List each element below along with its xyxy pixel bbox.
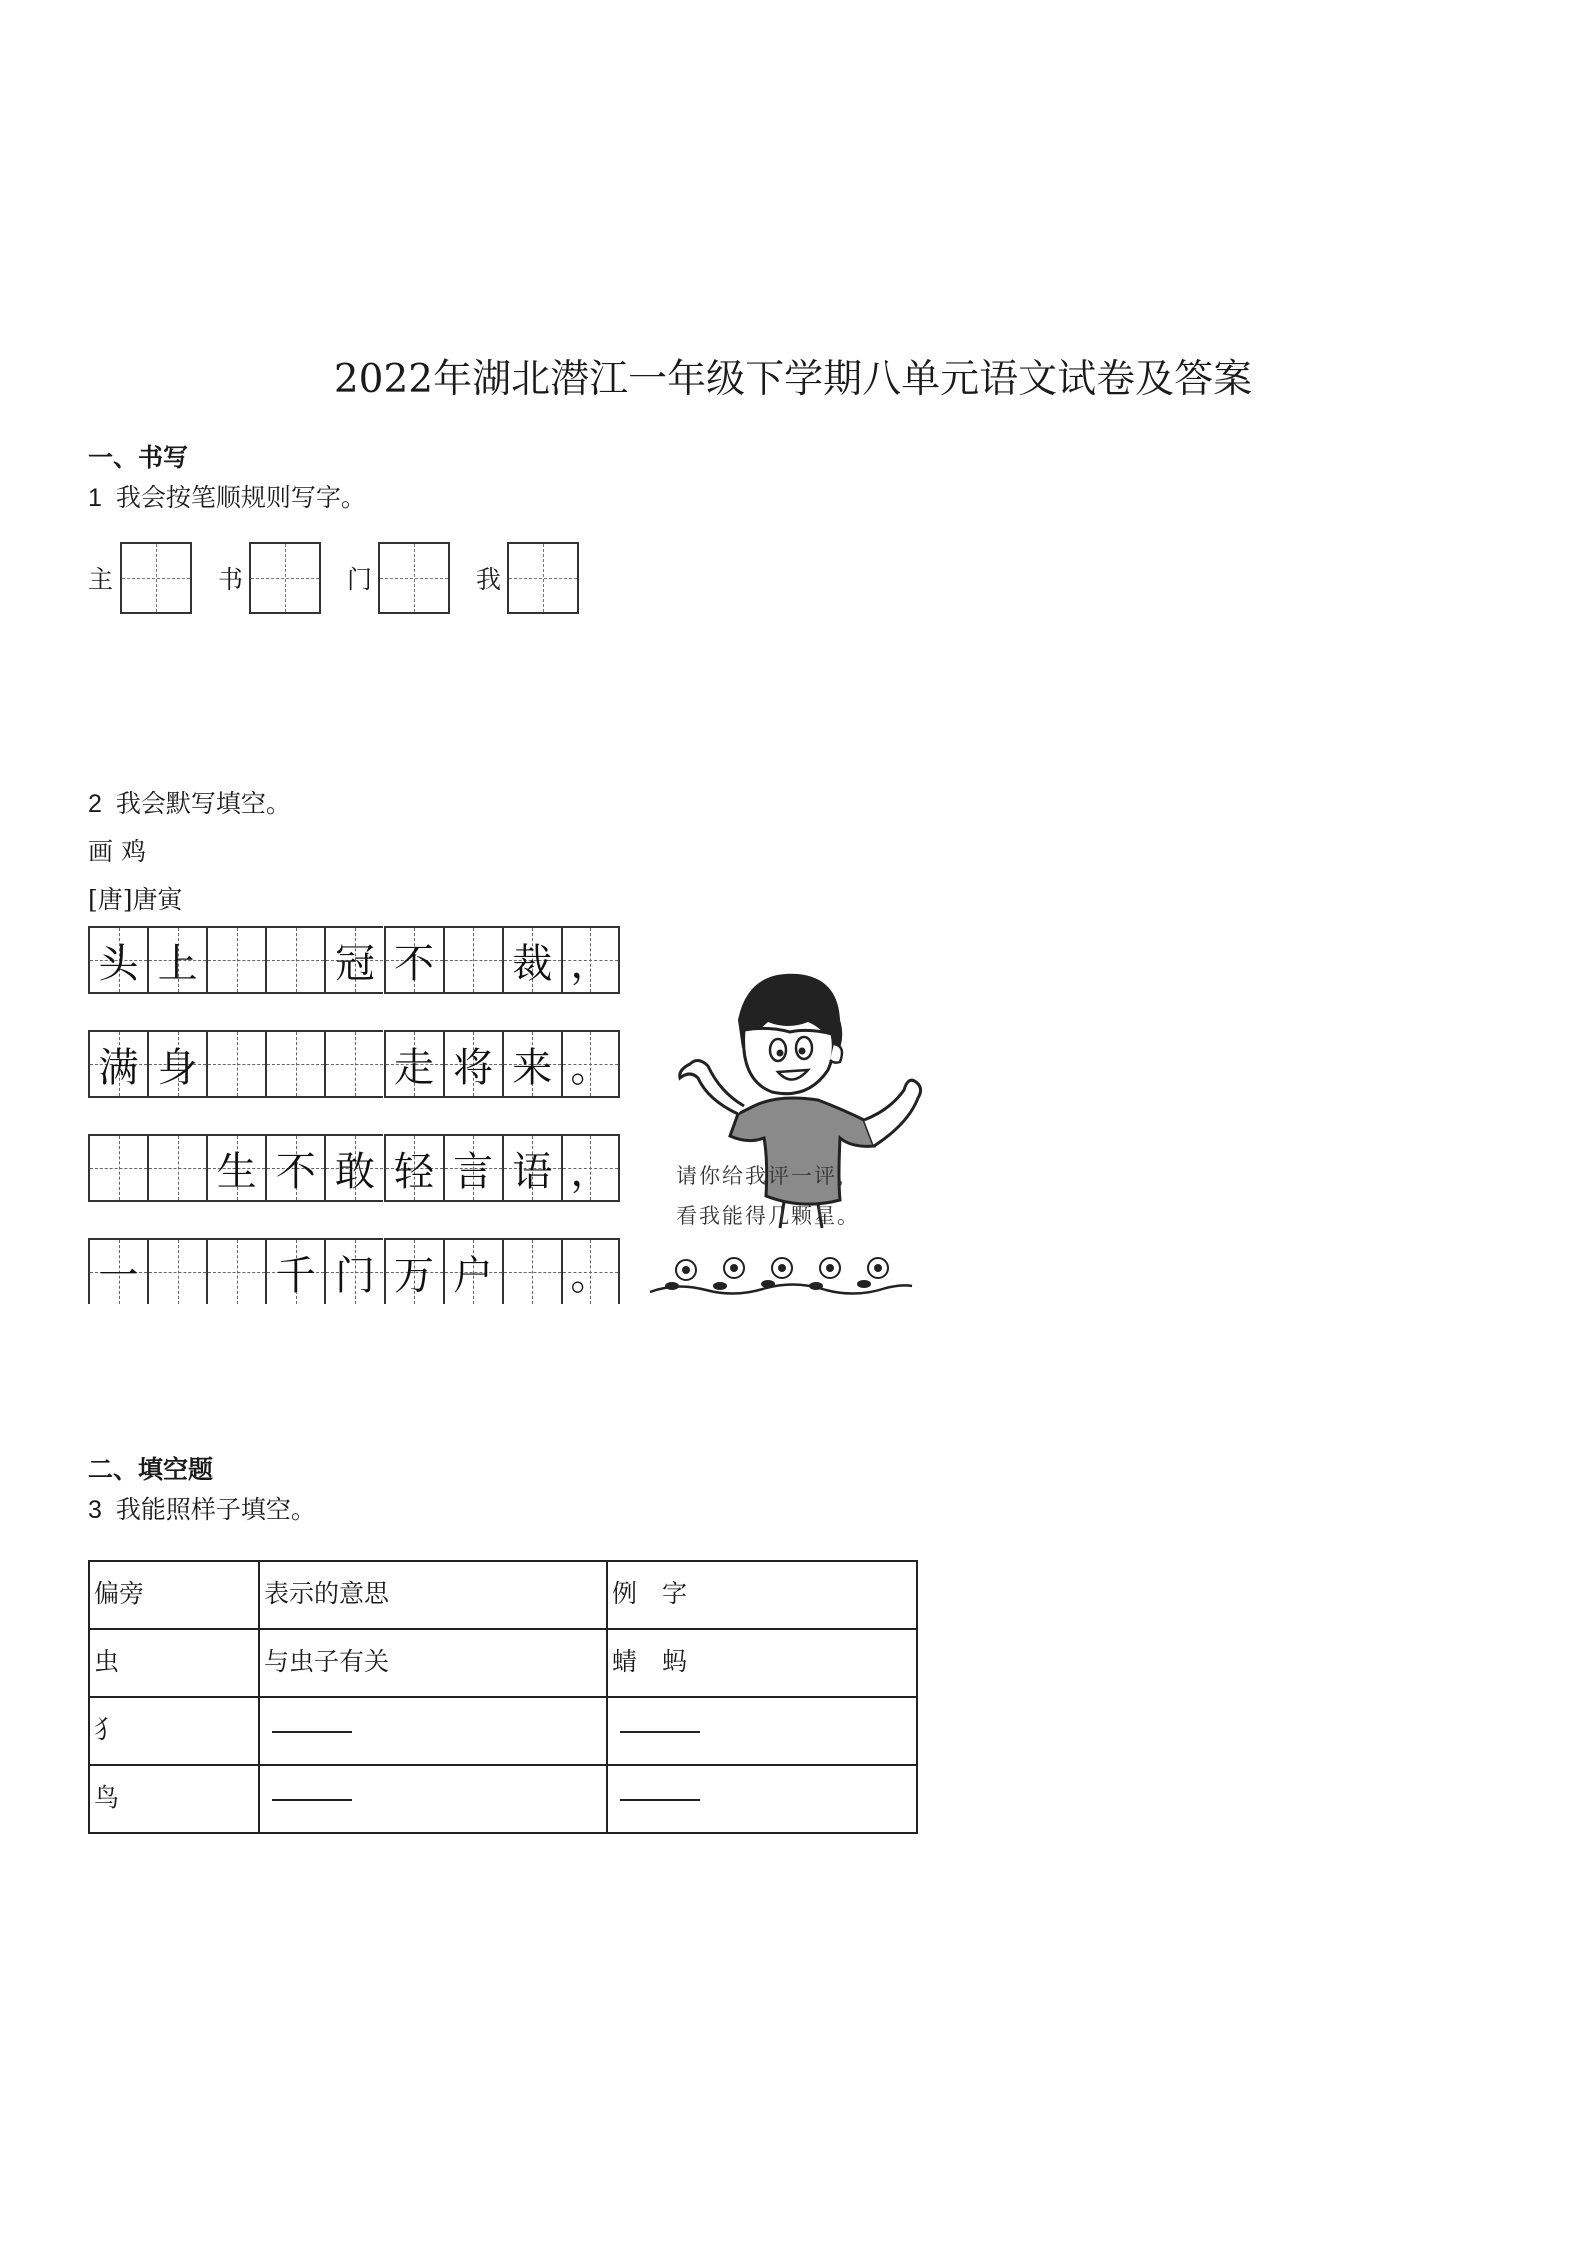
poem-char-cell bbox=[265, 1238, 324, 1304]
cell-example bbox=[607, 1697, 917, 1765]
poem-char: 走 bbox=[394, 1044, 435, 1091]
poem-char: 万 bbox=[394, 1252, 435, 1299]
poem-char-cell bbox=[561, 1030, 620, 1098]
table-row bbox=[89, 1765, 917, 1833]
poem-char-cell bbox=[147, 1030, 206, 1098]
hint-line-2: 看我能得几颗星。 bbox=[676, 1204, 860, 1228]
poem-char: 上 bbox=[157, 940, 198, 987]
poem-blank-cell[interactable] bbox=[265, 1030, 324, 1098]
poem-char: 满 bbox=[98, 1044, 139, 1091]
poem-char: 身 bbox=[157, 1044, 198, 1091]
cell-meaning: 与虫子有关 bbox=[259, 1629, 607, 1697]
poem-blank-cell[interactable] bbox=[147, 1134, 206, 1202]
poem-line bbox=[88, 926, 620, 994]
page-title: 2022年湖北潜江一年级下学期八单元语文试卷及答案 bbox=[333, 357, 1253, 402]
table-row bbox=[89, 1697, 917, 1765]
poem-char-cell bbox=[88, 1238, 147, 1304]
poem-char bbox=[267, 1032, 324, 1096]
poem-char bbox=[149, 1240, 206, 1304]
cell-meaning bbox=[259, 1765, 607, 1833]
poem-char: 千 bbox=[275, 1252, 316, 1299]
poem-char-cell bbox=[502, 926, 561, 994]
poem-char: 冠 bbox=[334, 940, 375, 987]
poem-char-cell bbox=[88, 926, 147, 994]
section-heading-fill-blank: 二、填空题 bbox=[88, 1455, 214, 1484]
poem-char-cell bbox=[265, 1134, 324, 1202]
question-text: 我会按笔顺规则写字。 bbox=[115, 483, 366, 512]
stroke-char-3: 门 bbox=[347, 565, 373, 594]
poem-char-cell bbox=[561, 1134, 620, 1202]
poem-char bbox=[445, 928, 502, 992]
poem-char-cell bbox=[443, 1134, 502, 1202]
cell-radical: 犭 bbox=[89, 1697, 259, 1765]
poem-char-cell bbox=[384, 1030, 443, 1098]
poem-char-cell bbox=[324, 1134, 383, 1202]
cell-example bbox=[607, 1765, 917, 1833]
poem-blank-cell[interactable] bbox=[147, 1238, 206, 1304]
poem-line bbox=[88, 1030, 620, 1098]
poem-blank-cell[interactable] bbox=[324, 1030, 383, 1098]
stroke-char-1: 主 bbox=[88, 565, 114, 594]
poem-char bbox=[504, 1240, 561, 1304]
answer-blank-meaning[interactable] bbox=[272, 1799, 352, 1801]
hint-line-1: 请你给我评一评， bbox=[676, 1164, 860, 1188]
stroke-char-2: 书 bbox=[218, 565, 244, 594]
cell-radical: 鸟 bbox=[89, 1765, 259, 1833]
poem-char: ， bbox=[570, 940, 611, 987]
cell-meaning bbox=[259, 1697, 607, 1765]
poem-char: 轻 bbox=[394, 1148, 435, 1195]
poem-char: 裁 bbox=[512, 940, 553, 987]
poem-char bbox=[90, 1136, 147, 1200]
poem-char: ， bbox=[570, 1148, 611, 1195]
poem-char: 来 bbox=[512, 1044, 553, 1091]
poem-char-cell bbox=[384, 926, 443, 994]
question-number: 2 bbox=[88, 790, 102, 818]
poem-char bbox=[208, 928, 265, 992]
poem-char-cell bbox=[384, 1134, 443, 1202]
poem-char-cell bbox=[324, 1238, 383, 1304]
writing-box-4[interactable] bbox=[507, 542, 579, 614]
poem-author: [唐]唐寅 bbox=[88, 885, 183, 914]
writing-box-2[interactable] bbox=[249, 542, 321, 614]
poem-char-cell bbox=[147, 926, 206, 994]
poem-char: 门 bbox=[334, 1252, 375, 1299]
poem-char-cell bbox=[502, 1134, 561, 1202]
poem-char: 言 bbox=[453, 1148, 494, 1195]
poem-blank-cell[interactable] bbox=[443, 926, 502, 994]
cell-radical: 虫 bbox=[89, 1629, 259, 1697]
table-header-row bbox=[89, 1561, 917, 1629]
poem-char: 不 bbox=[275, 1148, 316, 1195]
poem-char: 一 bbox=[98, 1252, 139, 1299]
poem-blank-cell[interactable] bbox=[206, 1030, 265, 1098]
poem-blank-cell[interactable] bbox=[88, 1134, 147, 1202]
cell-example: 蜻 蚂 bbox=[607, 1629, 917, 1697]
poem-blank-cell[interactable] bbox=[206, 1238, 265, 1304]
poem-blank-cell[interactable] bbox=[206, 926, 265, 994]
poem-line bbox=[88, 1134, 620, 1202]
question-text: 我会默写填空。 bbox=[115, 789, 291, 818]
writing-box-3[interactable] bbox=[378, 542, 450, 614]
question-text: 我能照样子填空。 bbox=[115, 1495, 316, 1524]
flower-vine-decoration bbox=[646, 1252, 916, 1300]
poem-char bbox=[208, 1032, 265, 1096]
poem-char-cell bbox=[443, 1030, 502, 1098]
poem-blank-cell[interactable] bbox=[502, 1238, 561, 1304]
question-1 bbox=[88, 478, 366, 514]
stroke-char-4: 我 bbox=[476, 565, 502, 594]
poem-char-cell bbox=[561, 1238, 620, 1304]
poem-char: 。 bbox=[570, 1252, 611, 1299]
poem-char: 敢 bbox=[334, 1148, 375, 1195]
question-number: 3 bbox=[88, 1496, 102, 1524]
poem-char: 头 bbox=[98, 940, 139, 987]
poem-blank-cell[interactable] bbox=[265, 926, 324, 994]
question-number: 1 bbox=[88, 484, 102, 512]
answer-blank-meaning[interactable] bbox=[272, 1731, 352, 1733]
poem-char: 不 bbox=[394, 940, 435, 987]
poem-char: 户 bbox=[453, 1252, 494, 1299]
poem-title: 画 鸡 bbox=[88, 837, 146, 866]
table-row bbox=[89, 1629, 917, 1697]
poem-char-cell bbox=[206, 1134, 265, 1202]
poem-line bbox=[88, 1238, 620, 1304]
poem-char-cell bbox=[384, 1238, 443, 1304]
header-radical: 偏旁 bbox=[89, 1561, 259, 1629]
poem-char: 生 bbox=[216, 1148, 257, 1195]
header-meaning: 表示的意思 bbox=[259, 1561, 607, 1629]
writing-box-1[interactable] bbox=[120, 542, 192, 614]
answer-blank-example[interactable] bbox=[620, 1731, 700, 1733]
poem-char bbox=[208, 1240, 265, 1304]
poem-char-cell bbox=[561, 926, 620, 994]
poem-char-cell bbox=[324, 926, 383, 994]
poem-char: 。 bbox=[570, 1044, 611, 1091]
poem-char bbox=[267, 928, 324, 992]
question-3 bbox=[88, 1490, 316, 1526]
header-example: 例 字 bbox=[607, 1561, 917, 1629]
question-2 bbox=[88, 784, 291, 820]
poem-char-cell bbox=[502, 1030, 561, 1098]
answer-blank-example[interactable] bbox=[620, 1799, 700, 1801]
poem-char-cell bbox=[443, 1238, 502, 1304]
section-heading-writing: 一、书写 bbox=[88, 443, 189, 472]
poem-char bbox=[149, 1136, 206, 1200]
poem-char: 语 bbox=[512, 1148, 553, 1195]
poem-char bbox=[326, 1032, 383, 1096]
poem-char: 将 bbox=[453, 1044, 494, 1091]
poem-char-cell bbox=[88, 1030, 147, 1098]
radical-table bbox=[88, 1560, 918, 1834]
